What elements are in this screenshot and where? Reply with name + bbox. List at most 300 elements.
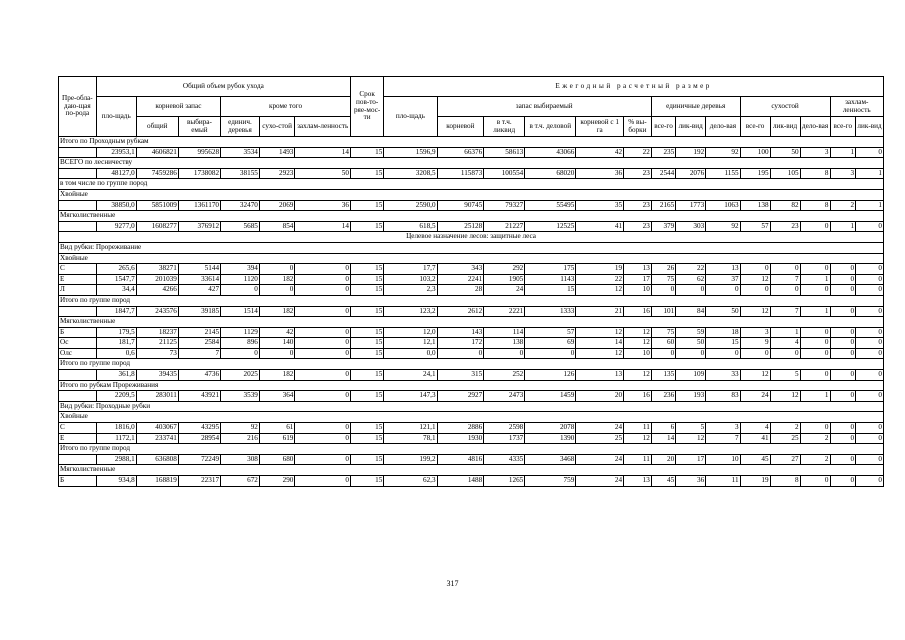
table-row	[59, 348, 884, 359]
table-cell: 15	[350, 391, 383, 402]
table-cell: 2,3	[384, 285, 437, 296]
table-cell: 8	[770, 476, 800, 487]
table-cell: 33614	[178, 274, 220, 285]
table-cell: 0	[800, 348, 830, 359]
group-label: Итого по Проходным рубкам	[59, 137, 884, 148]
table-cell: 896	[221, 338, 260, 349]
table-cell: 1608277	[136, 221, 178, 232]
header-root-per-ha: корневой с 1 га	[576, 117, 624, 137]
group-label: Мягколиственные	[59, 317, 884, 328]
table-cell: 36	[676, 476, 706, 487]
group-label-row	[59, 137, 884, 148]
header-business: в т.ч. деловой	[525, 117, 576, 137]
table-cell: 2584	[178, 338, 220, 349]
table-cell: Е	[59, 274, 97, 285]
table-row	[59, 391, 884, 402]
header-liquid: в т.ч. ликвид	[484, 117, 525, 137]
table-cell: 0	[295, 285, 351, 296]
header-annual: Ежегодный расчетный размер	[384, 77, 884, 97]
table-cell: 0	[800, 476, 830, 487]
table-cell: 2612	[437, 306, 484, 317]
table-cell: 103,2	[384, 274, 437, 285]
header-litter-liquid: лик-вид	[856, 117, 884, 137]
table-cell: Ос	[59, 338, 97, 349]
header-litter-all: все-го	[830, 117, 856, 137]
table-cell: 21	[576, 306, 624, 317]
table-cell: 7	[770, 274, 800, 285]
table-cell: 101	[651, 306, 675, 317]
header-total-volume: Общий объем рубок ухода	[96, 77, 350, 97]
table-cell: 13	[706, 264, 740, 275]
table-cell: 12525	[525, 221, 576, 232]
table-cell: 12	[624, 370, 652, 381]
table-cell: 12	[576, 327, 624, 338]
table-cell: 17	[676, 454, 706, 465]
group-label: Мягколиственные	[59, 211, 884, 222]
table-cell: 199,2	[384, 454, 437, 465]
table-cell: 0	[740, 285, 770, 296]
table-cell: 35	[576, 200, 624, 211]
table-cell: 0	[856, 285, 884, 296]
header-period: Срок пов-то-ряе-мос-ти	[350, 77, 383, 137]
table-cell: 23953,1	[96, 147, 136, 158]
table-row	[59, 147, 884, 158]
group-label: Вид рубки: Проходные рубки	[59, 401, 884, 412]
table-cell: 17	[624, 274, 652, 285]
table-cell: 24	[576, 476, 624, 487]
table-cell: 0	[706, 348, 740, 359]
table-cell: 60	[651, 338, 675, 349]
table-cell: 10	[706, 454, 740, 465]
header-root-total: общий	[136, 117, 178, 137]
table-cell: 21227	[484, 221, 525, 232]
table-cell: 0	[259, 264, 295, 275]
table-cell: 0	[800, 285, 830, 296]
table-cell: 0	[830, 338, 856, 349]
header-dry: сухо-стой	[259, 117, 295, 137]
table-cell: 179,5	[96, 327, 136, 338]
table-cell: 618,5	[384, 221, 437, 232]
table-cell: 0	[295, 264, 351, 275]
table-cell: 403067	[136, 423, 178, 434]
table-cell: 39185	[178, 306, 220, 317]
table-cell: 3208,5	[384, 168, 437, 179]
table-cell: 0	[800, 327, 830, 338]
table-cell: 8	[800, 200, 830, 211]
table-cell: 12	[740, 370, 770, 381]
table-cell: 0	[259, 285, 295, 296]
table-cell: 168819	[136, 476, 178, 487]
table-cell: 0	[437, 348, 484, 359]
table-cell: 2	[770, 423, 800, 434]
table-cell: 1596,9	[384, 147, 437, 158]
table-cell: 0	[830, 454, 856, 465]
table-cell: 379	[651, 221, 675, 232]
header-dry-liquid: лик-вид	[770, 117, 800, 137]
table-cell: 5	[770, 370, 800, 381]
table-cell: 2	[800, 433, 830, 444]
table-cell: 45	[740, 454, 770, 465]
table-cell: 23	[624, 168, 652, 179]
table-body	[59, 137, 884, 487]
table-cell: 100554	[484, 168, 525, 179]
table-cell: 50	[770, 147, 800, 158]
table-cell: 0	[830, 391, 856, 402]
table-cell: 28	[437, 285, 484, 296]
table-cell: 4736	[178, 370, 220, 381]
table-cell: 680	[259, 454, 295, 465]
table-cell: 20	[651, 454, 675, 465]
table-cell: 182	[259, 306, 295, 317]
table-cell: 15	[706, 338, 740, 349]
table-cell: 2886	[437, 423, 484, 434]
table-cell: 0	[856, 433, 884, 444]
header-dry-stand: сухостой	[740, 97, 830, 117]
table-cell: 364	[259, 391, 295, 402]
table-cell: 15	[350, 348, 383, 359]
table-cell: 75	[651, 327, 675, 338]
table-cell	[59, 200, 97, 211]
table-cell: 1063	[706, 200, 740, 211]
table-cell: 13	[624, 264, 652, 275]
table-cell: 1265	[484, 476, 525, 487]
table-cell: 15	[350, 433, 383, 444]
table-cell: 28954	[178, 433, 220, 444]
table-cell: 283011	[136, 391, 178, 402]
group-label: Целевое назначение лесов: защитные леса	[59, 232, 884, 243]
table-cell: 16	[624, 306, 652, 317]
table-cell: 192	[676, 147, 706, 158]
table-row	[59, 454, 884, 465]
table-cell: 143	[437, 327, 484, 338]
table-cell: 12	[676, 433, 706, 444]
table-cell	[59, 221, 97, 232]
table-cell: 12	[624, 327, 652, 338]
table-cell: 39435	[136, 370, 178, 381]
table-cell: 0	[295, 476, 351, 487]
table-cell: 12	[624, 338, 652, 349]
table-cell: 0	[830, 327, 856, 338]
table-cell: 1172,1	[96, 433, 136, 444]
table-cell: 0	[484, 348, 525, 359]
table-cell: Б	[59, 476, 97, 487]
table-cell: 138	[484, 338, 525, 349]
table-cell	[59, 370, 97, 381]
header-single-trees: единичные деревья	[651, 97, 740, 117]
table-cell: 58613	[484, 147, 525, 158]
table-cell: 0,0	[384, 348, 437, 359]
table-cell: 109	[676, 370, 706, 381]
table-cell: 5851009	[136, 200, 178, 211]
table-cell: 995628	[178, 147, 220, 158]
header-litter-total: захлам-ленность	[295, 117, 351, 137]
table-cell: 193	[676, 391, 706, 402]
table-cell: 0	[651, 285, 675, 296]
table-cell: 2241	[437, 274, 484, 285]
table-cell: 22	[624, 147, 652, 158]
group-label-row	[59, 242, 884, 253]
table-cell: 0	[221, 348, 260, 359]
table-cell: 12	[770, 391, 800, 402]
group-label-row	[59, 158, 884, 169]
table-cell: 2078	[525, 423, 576, 434]
table-cell: 42	[576, 147, 624, 158]
table-cell: 0	[295, 274, 351, 285]
table-cell: 252	[484, 370, 525, 381]
table-cell: 9	[740, 338, 770, 349]
table-cell: 1847,7	[96, 306, 136, 317]
table-cell: 0	[830, 306, 856, 317]
table-cell: 121,1	[384, 423, 437, 434]
table-cell: 3	[740, 327, 770, 338]
table-cell: 38271	[136, 264, 178, 275]
group-label: Итого по группе пород	[59, 359, 884, 370]
header-root-selected: выбира-емый	[178, 117, 220, 137]
table-cell: 138	[740, 200, 770, 211]
table-cell: 1120	[221, 274, 260, 285]
table-cell: 25	[576, 433, 624, 444]
table-cell: 38155	[221, 168, 260, 179]
table-cell: 236	[651, 391, 675, 402]
group-label: Хвойные	[59, 189, 884, 200]
table-cell: 59	[676, 327, 706, 338]
table-cell: 1930	[437, 433, 484, 444]
table-cell: 1488	[437, 476, 484, 487]
table-cell: 0	[830, 274, 856, 285]
table-cell: 0	[830, 285, 856, 296]
group-label: Мягколиственные	[59, 465, 884, 476]
table-cell: 854	[259, 221, 295, 232]
table-cell: 41	[740, 433, 770, 444]
table-cell: 2076	[676, 168, 706, 179]
table-cell: 2025	[221, 370, 260, 381]
table-cell: 0	[856, 147, 884, 158]
header-area: пло-щадь	[96, 97, 136, 137]
group-label: Хвойные	[59, 253, 884, 264]
table-cell: 15	[350, 168, 383, 179]
table-cell: 92	[221, 423, 260, 434]
table-cell: 24	[576, 454, 624, 465]
table-cell: 0	[856, 348, 884, 359]
table-row	[59, 221, 884, 232]
table-cell: 636808	[136, 454, 178, 465]
table-cell: 3539	[221, 391, 260, 402]
table-cell: 0	[800, 423, 830, 434]
table-cell: 79327	[484, 200, 525, 211]
table-cell: 27	[770, 454, 800, 465]
table-cell: 0	[651, 348, 675, 359]
table-cell: 14	[576, 338, 624, 349]
table-cell: 0	[295, 433, 351, 444]
table-cell: 0	[856, 274, 884, 285]
table-cell: 1361170	[178, 200, 220, 211]
table-cell: 7	[178, 348, 220, 359]
table-cell: 1738082	[178, 168, 220, 179]
table-row	[59, 370, 884, 381]
table-cell: 43066	[525, 147, 576, 158]
table-cell: 265,6	[96, 264, 136, 275]
table-cell: 84	[676, 306, 706, 317]
table-cell: 2544	[651, 168, 675, 179]
table-cell: 20	[576, 391, 624, 402]
table-cell: 672	[221, 476, 260, 487]
table-cell: 18	[706, 327, 740, 338]
table-cell: 18237	[136, 327, 178, 338]
table-cell: 12,0	[384, 327, 437, 338]
table-cell: 0	[830, 423, 856, 434]
table-cell: 45	[651, 476, 675, 487]
table-cell: 25	[770, 433, 800, 444]
table-row	[59, 476, 884, 487]
table-cell: 140	[259, 338, 295, 349]
forest-table	[58, 76, 884, 487]
table-cell: 15	[350, 285, 383, 296]
table-cell: 57	[740, 221, 770, 232]
table-cell: 175	[525, 264, 576, 275]
table-cell: 182	[259, 274, 295, 285]
table-cell: 0	[830, 348, 856, 359]
table-cell: Е	[59, 433, 97, 444]
table-cell: С	[59, 264, 97, 275]
table-cell	[59, 306, 97, 317]
table-cell: 0	[706, 285, 740, 296]
group-label-row	[59, 179, 884, 190]
table-cell: 1	[800, 391, 830, 402]
table-cell: 2598	[484, 423, 525, 434]
table-cell: 0	[770, 285, 800, 296]
table-cell: 1	[800, 306, 830, 317]
header-single-all: все-го	[651, 117, 675, 137]
table-cell: 11	[624, 423, 652, 434]
table-cell: 66376	[437, 147, 484, 158]
table-cell: 5685	[221, 221, 260, 232]
group-label: Итого по группе пород	[59, 295, 884, 306]
table-cell: 11	[624, 454, 652, 465]
table-cell: 0	[740, 264, 770, 275]
table-cell: 1	[856, 200, 884, 211]
table-cell: 1390	[525, 433, 576, 444]
table-cell: 7459286	[136, 168, 178, 179]
table-cell: 14	[651, 433, 675, 444]
table-row	[59, 433, 884, 444]
table-cell: 147,3	[384, 391, 437, 402]
group-label-row	[59, 295, 884, 306]
header-root: корневой	[437, 117, 484, 137]
group-label: в том числе по группе пород	[59, 179, 884, 190]
table-cell: 10	[624, 285, 652, 296]
table-cell: 12	[740, 274, 770, 285]
table-cell: 15	[350, 423, 383, 434]
table-cell: 50	[295, 168, 351, 179]
header-dry-business: дело-вая	[800, 117, 830, 137]
table-cell: 182	[259, 370, 295, 381]
table-cell: 7	[770, 306, 800, 317]
table-cell: 15	[350, 264, 383, 275]
table-cell: 0	[295, 348, 351, 359]
table-cell: 78,1	[384, 433, 437, 444]
table-cell: 15	[350, 306, 383, 317]
table-cell: 0	[295, 370, 351, 381]
table-cell: Б	[59, 327, 97, 338]
table-cell: 32470	[221, 200, 260, 211]
table-cell: 361,8	[96, 370, 136, 381]
table-cell: 0	[856, 423, 884, 434]
table-cell: 12	[624, 433, 652, 444]
group-label-row	[59, 412, 884, 423]
table-cell: 38850,0	[96, 200, 136, 211]
table-cell: 36	[576, 168, 624, 179]
table-cell: 619	[259, 433, 295, 444]
table-cell: 235	[651, 147, 675, 158]
table-cell: 62	[676, 274, 706, 285]
table-cell: 25128	[437, 221, 484, 232]
table-cell: 0	[856, 338, 884, 349]
table-cell: 1773	[676, 200, 706, 211]
group-label-row	[59, 317, 884, 328]
table-cell: 0	[800, 264, 830, 275]
table-row	[59, 306, 884, 317]
table-cell: 15	[350, 327, 383, 338]
header-besides: кроме того	[221, 97, 351, 117]
table-cell: 2	[800, 454, 830, 465]
table-cell: 0	[856, 370, 884, 381]
table-cell: 376912	[178, 221, 220, 232]
table-cell: 57	[525, 327, 576, 338]
table-cell: 69	[525, 338, 576, 349]
table-cell: 92	[706, 221, 740, 232]
table-cell: 13	[624, 476, 652, 487]
table-cell: 4	[740, 423, 770, 434]
group-label: ВСЕГО по лесничеству	[59, 158, 884, 169]
table-cell: 0,6	[96, 348, 136, 359]
table-cell	[59, 147, 97, 158]
header-single-liquid: лик-вид	[676, 117, 706, 137]
table-cell: 7	[706, 433, 740, 444]
table-cell: 0	[856, 391, 884, 402]
table-cell: 42	[259, 327, 295, 338]
table-cell: 4	[770, 338, 800, 349]
header-area-annual: пло-щадь	[384, 97, 437, 137]
table-cell: 15	[350, 221, 383, 232]
table-cell: 1	[800, 274, 830, 285]
table-cell: 0	[800, 221, 830, 232]
table-cell: 1143	[525, 274, 576, 285]
table-cell: 1	[830, 147, 856, 158]
group-label-row	[59, 380, 884, 391]
table-cell: 2221	[484, 306, 525, 317]
header-litter: захлам-ленность	[830, 97, 884, 117]
table-cell: 2145	[178, 327, 220, 338]
table-cell: 123,2	[384, 306, 437, 317]
table-cell: 2988,1	[96, 454, 136, 465]
table-cell: 3	[830, 168, 856, 179]
table-cell: 4606821	[136, 147, 178, 158]
table-cell: 13	[576, 370, 624, 381]
table-cell: 34,4	[96, 285, 136, 296]
table-cell: 24	[576, 423, 624, 434]
group-label-row	[59, 211, 884, 222]
table-cell: 22	[676, 264, 706, 275]
table-cell: 75	[651, 274, 675, 285]
table-cell: 43921	[178, 391, 220, 402]
table-cell: 16	[624, 391, 652, 402]
table-cell: 22317	[178, 476, 220, 487]
table-cell: 290	[259, 476, 295, 487]
table-cell: 14	[295, 221, 351, 232]
table-row	[59, 264, 884, 275]
table-cell: 8	[800, 168, 830, 179]
table-cell: 22	[576, 274, 624, 285]
